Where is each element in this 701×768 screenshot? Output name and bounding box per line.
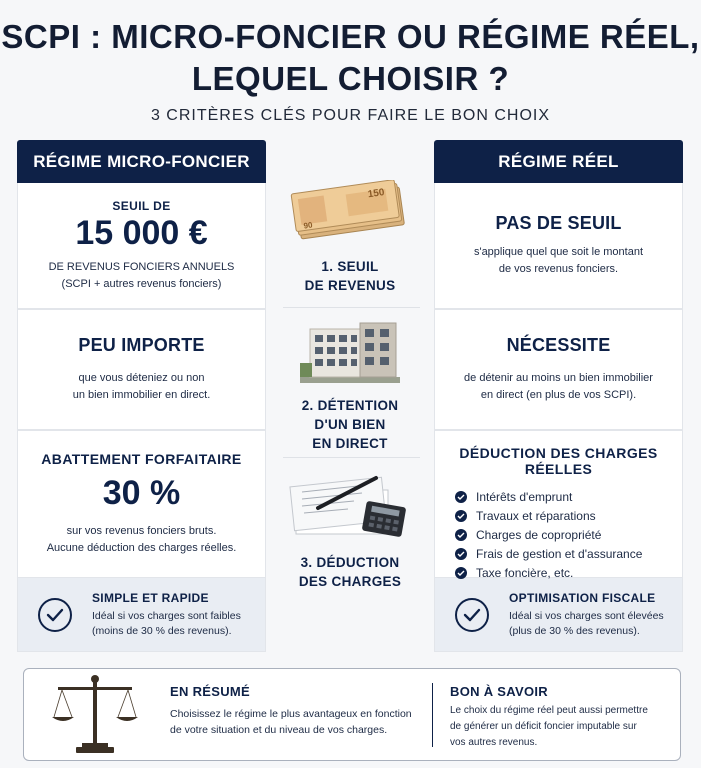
criterion-2-label: 2. DÉTENTION D'UN BIEN EN DIRECT (301, 398, 399, 451)
criterion-1 (280, 180, 420, 295)
micro-footer-text: Idéal si vos charges sont faibles (moins de 30 % des revenus). (92, 609, 241, 637)
reel-detention-card (434, 309, 683, 430)
reel-charges-title: DÉDUCTION DES CHARGES RÉELLES (459, 445, 658, 477)
micro-seuil-amount: 15 000 € (75, 213, 208, 252)
summary-text: Choisissez le régime le plus avantageux en fonction de votre situation et du niveau de vos charges. (170, 708, 412, 736)
reel-footer (434, 578, 683, 652)
svg-text:150: 150 (367, 187, 386, 201)
check-icon (455, 548, 467, 560)
check-icon (455, 510, 467, 522)
tip-text: Le choix du régime réel peut aussi permettre de générer un déficit foncier imputable sur vos autres revenus. (450, 705, 648, 748)
banknotes-icon (288, 180, 412, 242)
reel-charges-card (434, 430, 683, 578)
check-icon (455, 567, 467, 579)
micro-detention-card (17, 309, 266, 430)
micro-foncier-header: RÉGIME MICRO-FONCIER (17, 140, 266, 183)
check-icon (455, 491, 467, 503)
check-icon (455, 598, 489, 632)
reel-seuil-text: s'applique quel que soit le montant de vos revenus fonciers. (473, 246, 644, 275)
micro-charges-card (17, 430, 266, 578)
list-item: Frais de gestion et d'assurance (455, 544, 642, 563)
building-icon (296, 319, 404, 385)
reel-detention-title: NÉCESSITE (506, 335, 611, 355)
scale-of-justice-icon (50, 673, 140, 757)
micro-footer (17, 578, 266, 652)
reel-seuil-card (434, 183, 683, 309)
micro-charges-text: sur vos revenus fonciers bruts. Aucune déduction des charges réelles. (46, 525, 237, 554)
reel-charges-list (449, 487, 642, 582)
check-icon (455, 529, 467, 541)
calculator-documents-icon (288, 468, 412, 538)
micro-detention-title: PEU IMPORTE (78, 335, 205, 355)
criterion-3 (280, 468, 420, 591)
list-item: Charges de copropriété (455, 525, 642, 544)
summary-title: EN RÉSUMÉ (170, 684, 250, 699)
micro-footer-title: SIMPLE ET RAPIDE (92, 590, 209, 605)
list-item: Taxe foncière, etc. (455, 563, 642, 582)
list-item: Travaux et réparations (455, 506, 642, 525)
micro-charges-title: ABATTEMENT FORFAITAIRE (41, 451, 242, 467)
regime-reel-column (434, 140, 683, 652)
micro-charges-percent: 30 % (102, 474, 181, 512)
reel-footer-title: OPTIMISATION FISCALE (509, 590, 656, 605)
list-item: Intérêts d'emprunt (455, 487, 642, 506)
criterion-1-label: 1. SEUIL DE REVENUS (304, 259, 396, 293)
micro-seuil-card (17, 183, 266, 309)
micro-detention-text: que vous déteniez ou non un bien immobilier en direct. (72, 372, 211, 401)
micro-seuil-text: DE REVENUS FONCIERS ANNUELS (SCPI + autres revenus fonciers) (48, 260, 235, 290)
summary-divider (432, 683, 433, 747)
page-title: SCPI : MICRO-FONCIER OU RÉGIME RÉEL, LEQUEL CHOISIR ? (1, 18, 700, 97)
criterion-3-label: 3. DÉDUCTION DES CHARGES (298, 555, 402, 589)
reel-detention-text: de détenir au moins un bien immobilier en direct (en plus de vos SCPI). (464, 372, 653, 401)
page-subtitle: 3 CRITÈRES CLÉS POUR FAIRE LE BON CHOIX (150, 107, 551, 124)
divider (283, 457, 420, 458)
criterion-2 (280, 319, 420, 453)
regime-reel-header: RÉGIME RÉEL (434, 140, 683, 183)
reel-seuil-title: PAS DE SEUIL (495, 213, 622, 233)
reel-footer-text: Idéal si vos charges sont élevées (plus de 30 % des revenus). (509, 609, 664, 637)
svg-text:90: 90 (303, 220, 314, 231)
check-icon (38, 598, 72, 632)
summary-box (23, 668, 681, 761)
micro-foncier-column (17, 140, 266, 652)
micro-seuil-label: SEUIL DE (112, 198, 171, 213)
tip-title: BON À SAVOIR (450, 684, 548, 699)
divider (283, 307, 420, 308)
